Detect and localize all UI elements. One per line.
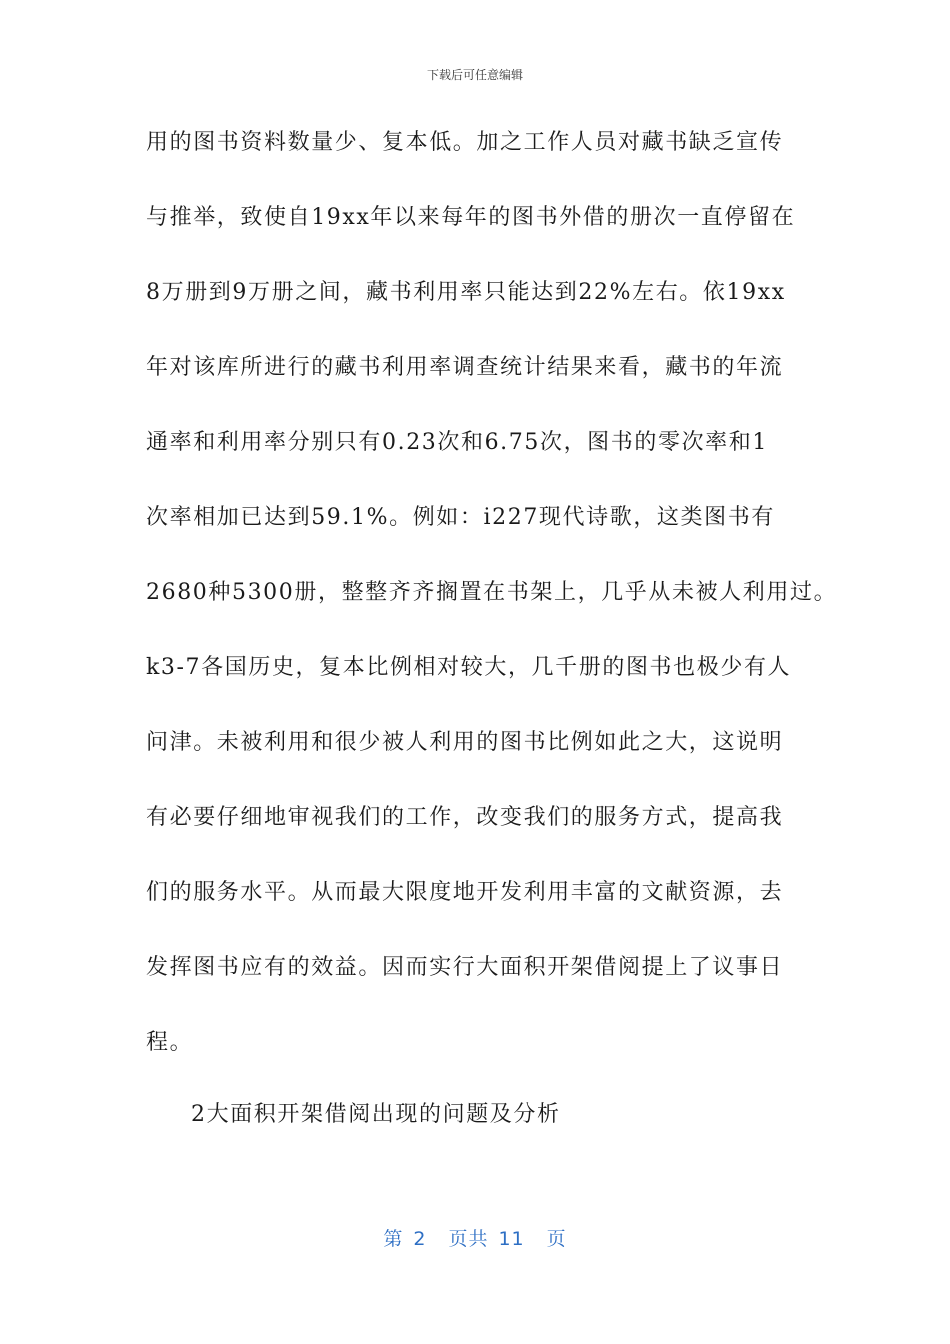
paragraph-line: 问津。未被利用和很少被人利用的图书比例如此之大，这说明 xyxy=(146,730,784,755)
paragraph-line: 8万册到9万册之间，藏书利用率只能达到22%左右。依19xx xyxy=(146,280,786,305)
paragraph-line: 程。 xyxy=(146,1030,194,1055)
paragraph-line: 次率相加已达到59.1%。例如：i227现代诗歌，这类图书有 xyxy=(146,505,775,530)
paragraph-line: 与推举，致使自19xx年以来每年的图书外借的册次一直停留在 xyxy=(146,205,796,230)
page-footer xyxy=(0,1224,950,1251)
section-heading: 2大面积开架借阅出现的问题及分析 xyxy=(191,1102,561,1127)
paragraph-line: 年对该库所进行的藏书利用率调查统计结果来看，藏书的年流 xyxy=(146,355,784,380)
footer-total-pages: 11 xyxy=(498,1228,525,1250)
footer-page-suffix: 页 xyxy=(546,1228,567,1250)
body-text xyxy=(146,124,836,1099)
paragraph-line: 2680种5300册，整整齐齐搁置在书架上，几乎从未被人利用过。 xyxy=(146,580,838,605)
paragraph-line: 们的服务水平。从而最大限度地开发利用丰富的文献资源，去 xyxy=(146,880,784,905)
paragraph-line: 用的图书资料数量少、复本低。加之工作人员对藏书缺乏宣传 xyxy=(146,130,784,155)
header-note: 下载后可任意编辑 xyxy=(426,68,523,82)
paragraph-line: 通率和利用率分别只有0.23次和6.75次，图书的零次率和1 xyxy=(146,430,768,455)
paragraph-line: 有必要仔细地审视我们的工作，改变我们的服务方式，提高我 xyxy=(146,805,784,830)
paragraph-line: k3-7各国历史，复本比例相对较大，几千册的图书也极少有人 xyxy=(146,655,792,680)
footer-page-number: 2 xyxy=(413,1228,427,1250)
paragraph-line: 发挥图书应有的效益。因而实行大面积开架借阅提上了议事日 xyxy=(146,955,784,980)
footer-page-prefix: 第 xyxy=(383,1228,404,1250)
footer-page-middle: 页共 xyxy=(448,1228,489,1250)
